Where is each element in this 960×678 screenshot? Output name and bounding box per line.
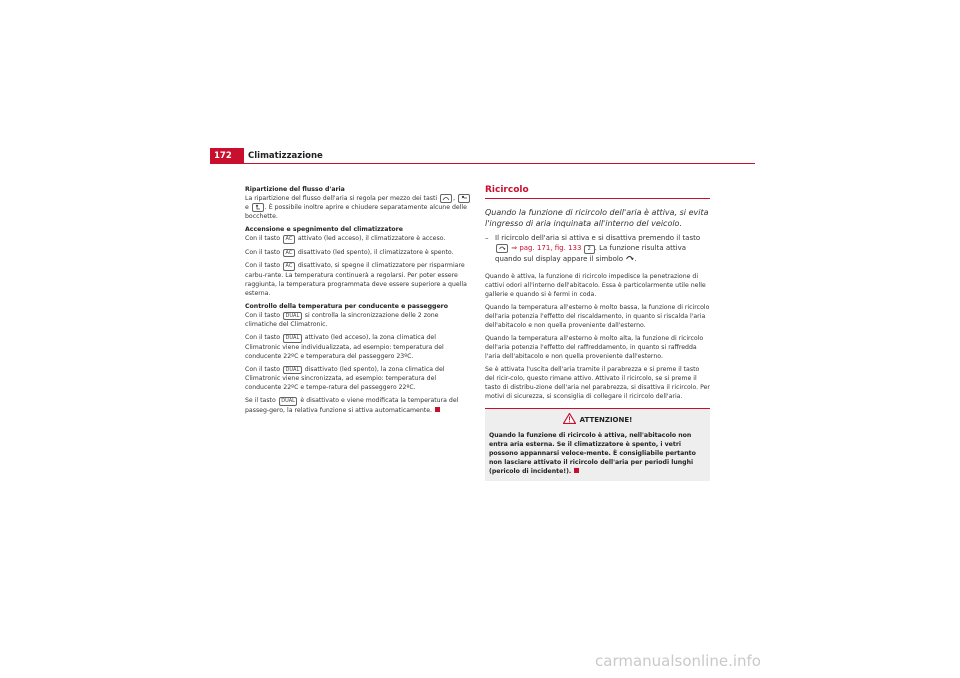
- warning-text: [489, 431, 706, 476]
- recirculation-icon: [496, 244, 508, 253]
- text: si controlla la sincronizzazione delle 2 zone climatiche del Climatronic.: [245, 311, 439, 328]
- figure-callout-badge: 2: [584, 245, 595, 254]
- dual-key: DUAL: [283, 312, 302, 321]
- ac-key: AC: [283, 262, 295, 271]
- recirculation-symbol-icon: [625, 255, 634, 263]
- step-dash: –: [485, 234, 489, 242]
- step-text: Il ricircolo dell'aria si attiva e si disattiva premendo il tasto ⇒ pag. 171, fig. 133 2 . La funzione risulta attiva quando sul display appare il simbolo .: [495, 234, 701, 263]
- paragraph-dual-off: [245, 365, 471, 393]
- paragraph-dual-on: [245, 333, 471, 361]
- section-heading-ac-onoff: Accensione e spegnimento del climatizzatore: [245, 226, 403, 233]
- paragraph-dual-sync: [245, 311, 471, 330]
- paragraph-ac-off: [245, 248, 471, 258]
- text: La ripartizione del flusso dell'aria si regola per mezzo dei tasti: [245, 195, 438, 202]
- text: attivato (led acceso), la zona climatica del Climatronic viene individualizzata, ad esempio: temperatura del conducente 22ºC e temperatura del passeggero 23ºC.: [245, 334, 444, 360]
- text: Quando la funzione di ricircolo è attiva, nell'abitacolo non entra aria esterna. Se il climatizzatore è spento, i vetri possono appannarsi veloce-mente. È consigliabile pertanto non lasciare attivato il ricircolo dell'aria per periodi lunghi (pericolo di incidente!).: [489, 432, 696, 475]
- page-reference-link[interactable]: ⇒ pag. 171, fig. 133: [511, 244, 582, 252]
- section-title-recirculation: Ricircolo: [485, 185, 529, 195]
- text: disattivato (led spento), il climatizzatore è spento.: [297, 248, 454, 256]
- paragraph-recirc-odors: Quando è attiva, la funzione di ricircolo impedisce la penetrazione di cattivi odori all'interno dell'abitacolo. Essa è particolarmente utile nelle gallerie e quando si è fermi in coda.: [485, 273, 706, 298]
- windshield-air-icon: [440, 194, 452, 203]
- text: . La funzione risulta attiva quando sul display appare il simbolo: [495, 244, 687, 263]
- paragraph-recirc-heating: Quando la temperatura all'esterno è molto bassa, la funzione di ricircolo dell'aria potenzia l'effetto del riscaldamento, in quanto si riscalda l'aria dell'abitacolo e non quella proveniente dall'esterno.: [485, 304, 710, 329]
- text: attivato (led acceso), il climatizzatore è acceso.: [297, 235, 446, 242]
- paragraph-ac-econ: [245, 261, 471, 298]
- text: Con il tasto: [245, 235, 281, 242]
- paragraph-recirc-windshield: Se è attivata l'uscita dell'aria tramite il parabrezza e si preme il tasto del ricir-colo, questo rimane attivo. Attivato il ricircolo, se si preme il tasto di distribu-zione dell'aria nel parabrezza, si disattiva il ricircolo. Per motivi di sicurezza, si sconsiglia di collegare il ricircolo dell'aria.: [485, 366, 710, 400]
- face-air-icon: [458, 194, 470, 203]
- text: disattivato (led spento), la zona climatica del Climatronic viene sincronizzata, ad esempio: temperatura del conducente 22ºC e tempe-ratura del passeggero 22ºC.: [245, 365, 445, 391]
- text: è disattivato e viene modificata la temperatura del passeg-gero, la relativa funzione si attiva automaticamente.: [245, 397, 459, 414]
- text: Con il tasto: [245, 262, 281, 269]
- section-divider: [485, 198, 710, 199]
- text: Il ricircolo dell'aria si attiva e si disattiva premendo il tasto: [495, 234, 701, 242]
- dual-key: DUAL: [283, 334, 302, 343]
- section-heading-air-distribution: Ripartizione del flusso d'aria: [245, 186, 345, 193]
- paragraph-air-distribution: La ripartizione del flusso dell'aria si regola per mezzo dei tasti , e . È possibile inoltre aprire e chiudere separatamente alcune delle bocchette.: [245, 194, 471, 221]
- text: Se il tasto: [245, 397, 276, 404]
- page-title: Climatizzazione: [248, 151, 323, 161]
- paragraph-dual-auto: [245, 396, 471, 415]
- section-heading-temperature: Controllo della temperatura per conducente e passeggero: [245, 302, 448, 310]
- paragraph-ac-on: [245, 234, 471, 244]
- warning-box: [485, 408, 710, 481]
- end-mark: [574, 468, 579, 473]
- paragraph-recirc-cooling: Quando la temperatura all'esterno è molto alta, la funzione di ricircolo dell'aria potenzia l'effetto del raffreddamento, in quanto si raffredda l'aria dell'abitacolo e non quella proveniente dall'esterno.: [485, 335, 704, 360]
- footwell-air-icon: [252, 203, 264, 212]
- right-column: [485, 185, 710, 481]
- text: disattivato, si spegne il climatizzatore per risparmiare carbu-rante. La temperatura continuerà a regolarsi. Per poter essere raggiunta, la temperatura programmata deve essere superiore a quella esterna.: [245, 262, 467, 297]
- warning-title: ATTENZIONE!: [579, 415, 633, 424]
- dual-key: DUAL: [279, 397, 298, 406]
- text: e: [245, 204, 249, 211]
- ac-key: AC: [283, 249, 295, 258]
- text: Con il tasto: [245, 334, 281, 341]
- header-divider: [210, 163, 755, 164]
- left-column: [245, 185, 471, 419]
- text: Con il tasto: [245, 365, 281, 373]
- ac-key: AC: [283, 235, 295, 244]
- watermark: carmanualsonline.info: [595, 652, 761, 670]
- text: . È possibile inoltre aprire e chiudere separatamente alcune delle bocchette.: [245, 204, 467, 220]
- dual-key: DUAL: [283, 366, 302, 375]
- warning-icon: [563, 413, 576, 427]
- page-number: 172: [210, 148, 244, 164]
- step-item: [485, 233, 710, 264]
- intro-text: Quando la funzione di ricircolo dell'aria è attiva, si evita l'ingresso di aria inquinata all'interno del veicolo.: [485, 208, 709, 228]
- text: Con il tasto: [245, 248, 281, 256]
- end-mark: [435, 407, 440, 412]
- warning-header: [489, 413, 706, 427]
- text: Con il tasto: [245, 311, 281, 319]
